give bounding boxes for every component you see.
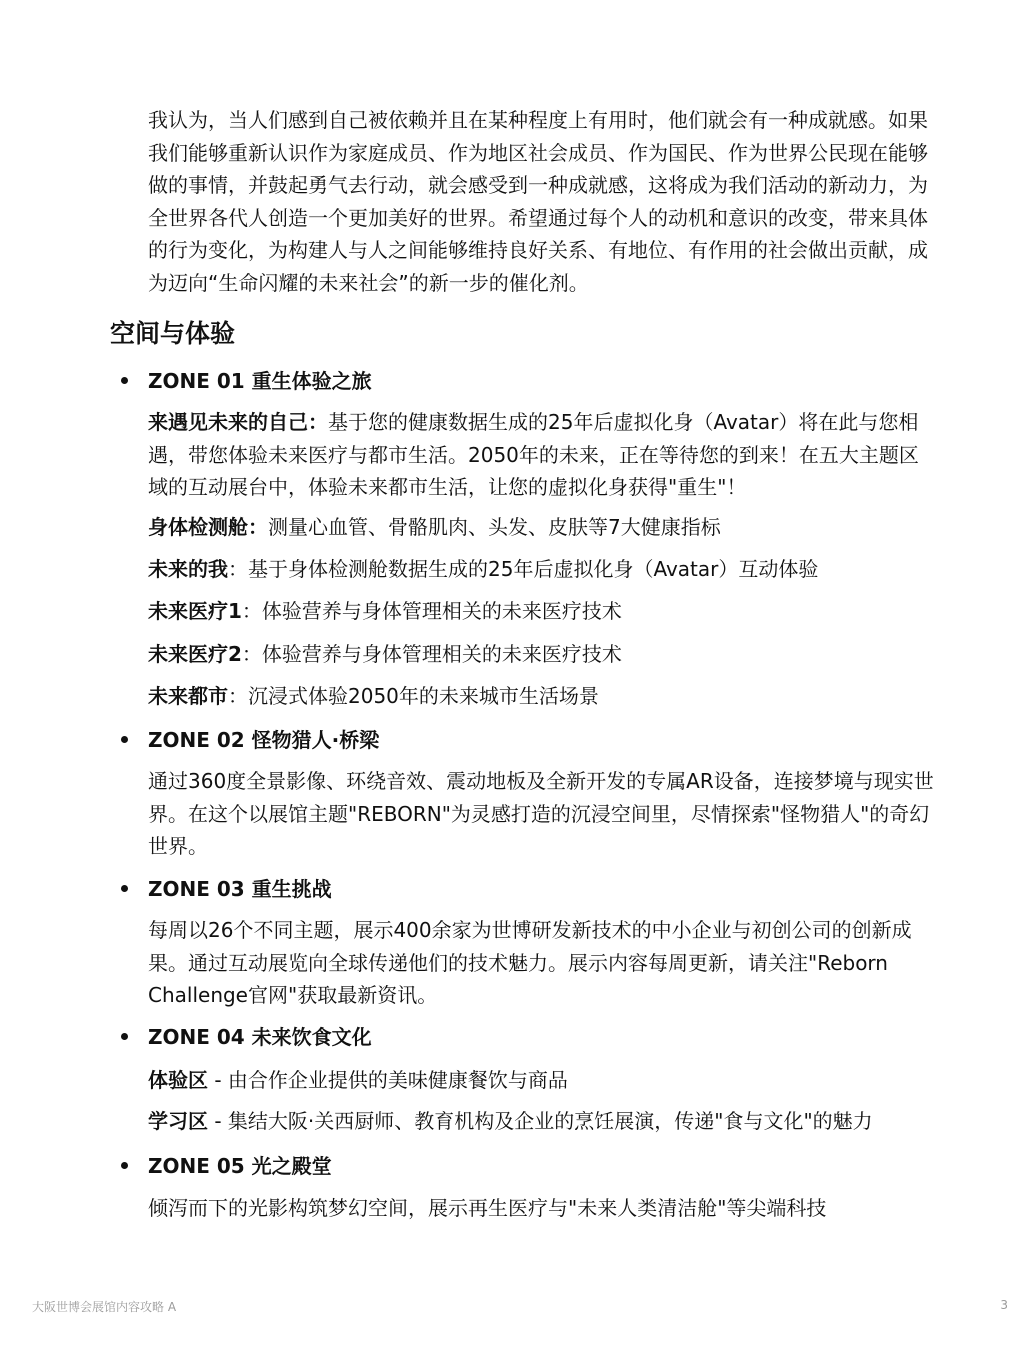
zone-01-item-label: 未来的我 [148,557,228,581]
zone-02-title: ZONE 02 怪物猎人·桥梁 [148,728,380,752]
zone-01-heading [148,366,372,396]
zone-01-item-label: 身体检测舱： [148,515,268,539]
zone-04-heading [148,1022,372,1052]
zone-03-title: ZONE 03 重生挑战 [148,877,332,901]
zone-01-item-text: ：基于身体检测舱数据生成的25年后虚拟化身（Avatar）互动体验 [228,557,819,581]
zone-04-item-experience [148,1065,568,1095]
zone-04-item-text: - 集结大阪·关西厨师、教育机构及企业的烹饪展演，传递"食与文化"的魅力 [208,1109,873,1133]
zone-01-lead [148,406,938,504]
bullet-icon [121,377,128,384]
zone-01-item-text: ：体验营养与身体管理相关的未来医疗技术 [241,642,622,666]
footer-document-title: 大阪世博会展馆内容攻略 A [32,1300,177,1314]
intro-paragraph: 我认为，当人们感到自己被依赖并且在某种程度上有用时，他们就会有一种成就感。如果我们能够重新认识作为家庭成员、作为地区社会成员、作为国民、作为世界公民现在能够做的事情，并鼓起勇气去行动，就会感受到一种成就感，这将成为我们活动的新动力，为全世界各代人创造一个更加美好的世界。希望通过每个人的动机和意识的改变，带来具体的行为变化，为构建人与人之间能够维持良好关系、有地位、有作用的社会做出贡献，成为迈向“生命闪耀的未来社会”的新一步的催化剂。 [148,108,928,295]
zone-04-item-label: 体验区 [148,1068,208,1092]
zone-05-description: 倾泻而下的光影构筑梦幻空间，展示再生医疗与"未来人类清洁舱"等尖端科技 [148,1196,827,1220]
zone-01-item-future-city [148,681,599,711]
zone-01-item-future-me [148,554,818,584]
zone-01-item-future-medical-1 [148,596,622,626]
zone-02-heading [148,725,379,755]
zone-01-item-future-medical-2 [148,639,622,669]
zone-01-item-text: 测量心血管、骨骼肌肉、头发、皮肤等7大健康指标 [268,515,721,539]
zone-01-lead-label: 来遇见未来的自己： [148,410,328,434]
section-title: 空间与体验 [110,319,236,348]
zone-01-item-label: 未来医疗2 [148,642,242,666]
zone-01-item-text: ：体验营养与身体管理相关的未来医疗技术 [241,599,622,623]
zone-04-item-learning [148,1106,873,1136]
zone-01-item-body-scan [148,512,721,542]
bullet-icon [121,736,128,743]
zone-01-lead-text: 基于您的健康数据生成的25年后虚拟化身（Avatar）将在此与您相遇，带您体验未来医疗与都市生活。2050年的未来，正在等待您的到来！在五大主题区域的互动展台中，体验未来都市生活，让您的虚拟化身获得"重生"！ [148,410,919,499]
zone-04-title: ZONE 04 未来饮食文化 [148,1025,372,1049]
bullet-icon [121,1162,128,1169]
footer-page-number: 3 [1000,1298,1008,1312]
zone-01-item-label: 未来都市 [148,684,228,708]
bullet-icon [121,885,128,892]
zone-03-description: 每周以26个不同主题，展示400余家为世博研发新技术的中小企业与初创公司的创新成果。通过互动展览向全球传递他们的技术魅力。展示内容每周更新，请关注"Reborn Challenge官网"获取最新资讯。 [148,918,912,1007]
zone-03-heading [148,874,332,904]
zone-01-item-text: ：沉浸式体验2050年的未来城市生活场景 [228,684,599,708]
zone-04-item-label: 学习区 [148,1109,208,1133]
zone-05-heading [148,1151,332,1181]
zone-01-item-label: 未来医疗1 [148,599,242,623]
zone-04-item-text: - 由合作企业提供的美味健康餐饮与商品 [208,1068,568,1092]
bullet-icon [121,1033,128,1040]
zone-05-title: ZONE 05 光之殿堂 [148,1154,332,1178]
zone-02-description: 通过360度全景影像、环绕音效、震动地板及全新开发的专属AR设备，连接梦境与现实世界。在这个以展馆主题"REBORN"为灵感打造的沉浸空间里，尽情探索"怪物猎人"的奇幻世界。 [148,769,934,858]
zone-01-title: ZONE 01 重生体验之旅 [148,369,372,393]
